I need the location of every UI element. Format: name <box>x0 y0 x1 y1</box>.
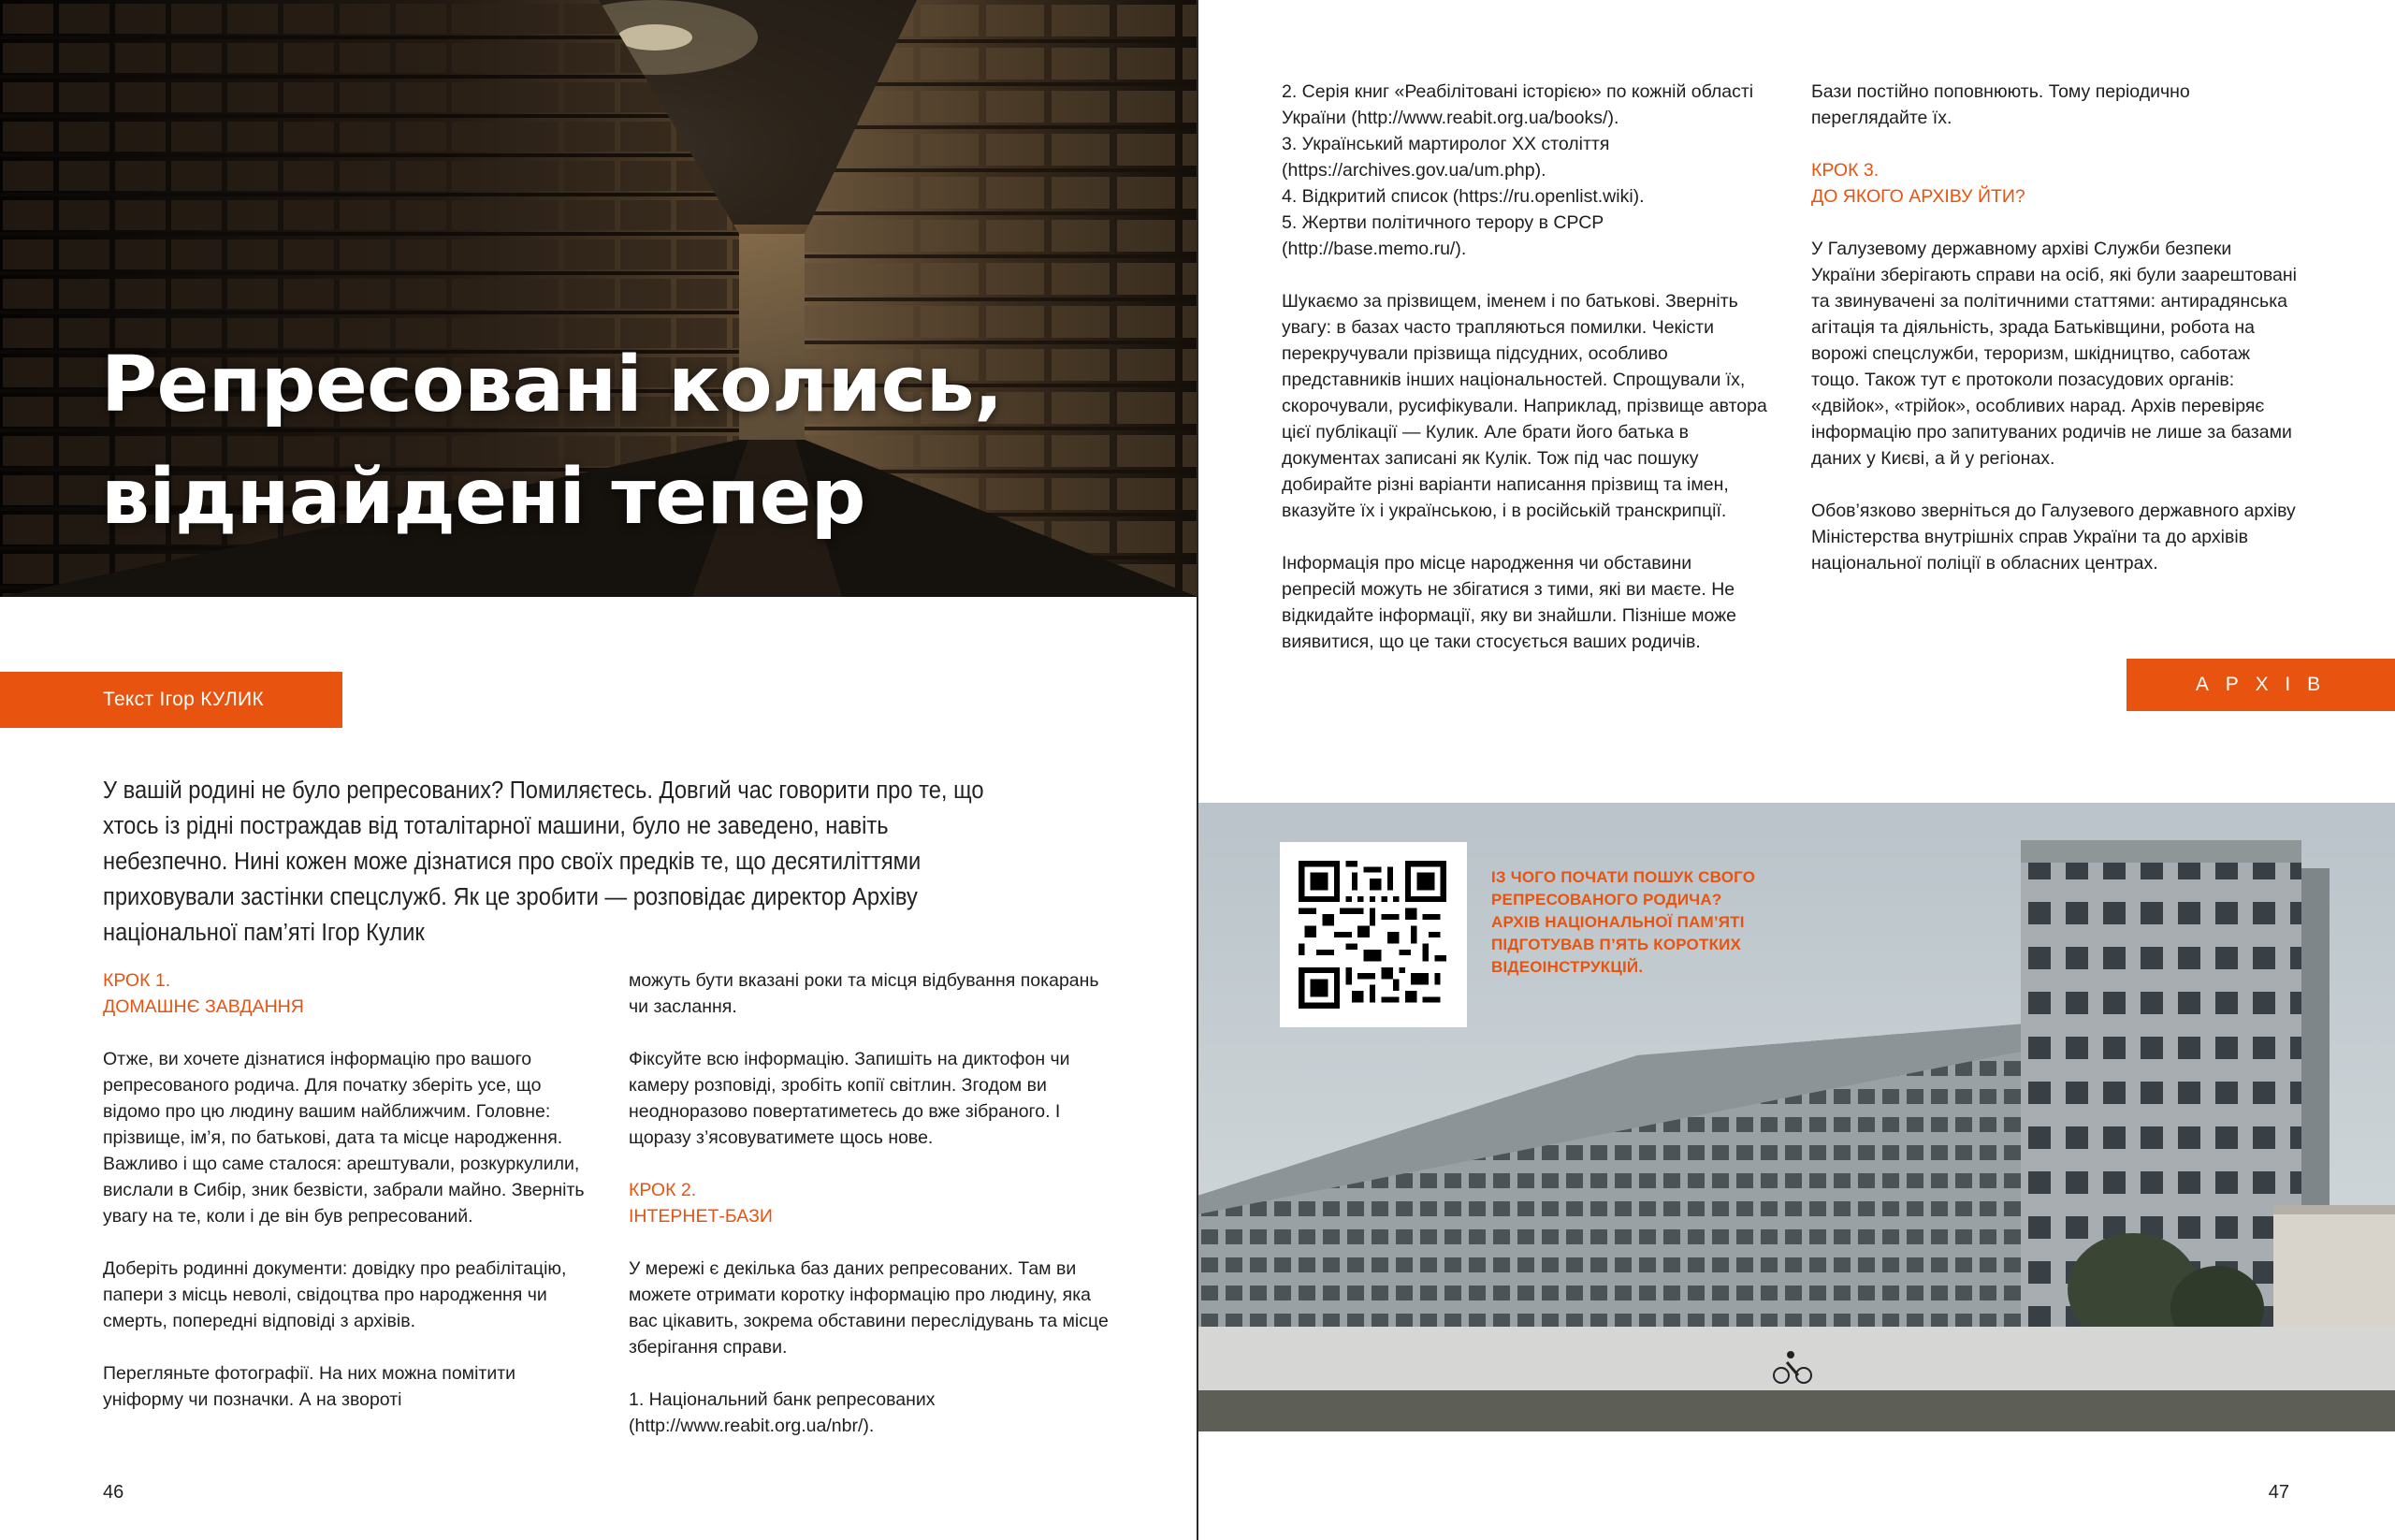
paragraph: Бази постійно поповнюють. Тому періодично переглядайте їх. <box>1811 81 2190 128</box>
paragraph: Обов’язково зверніться до Галузевого державного архіву Міністерства внутрішніх справ України та до архівів національної поліції в обласних центрах. <box>1811 501 2296 574</box>
step-2-heading: КРОК 2. ІНТЕРНЕТ-БАЗИ <box>629 1180 773 1227</box>
column-right-1 <box>1282 79 1768 681</box>
paragraph: можуть бути вказані роки та місця відбування покарань чи заслання. <box>629 970 1099 1017</box>
list-item: 3. Український мартиролог ХХ століття (https://archives.gov.ua/um.php). <box>1282 134 1610 181</box>
paragraph: Фіксуйте всю інформацію. Запишіть на диктофон чи камеру розповіді, зробіть копії світлин. Згодом ви неодноразово повертатиметесь до вже зібраного. І щоразу з’ясовуватимете щось нове. <box>629 1049 1070 1148</box>
article-lead: У вашій родині не було репресованих? Помиляєтесь. Довгий час говорити про те, що хтось із рідні постраждав від тоталітарної машини, було не заведено, навіть небезпечно. Нині кожен може дізнатися про своїх предків те, що десятиліттями приховували застінки спецслужб. Як це зробити — розповідає директор Архіву національної пам’яті Ігор Кулик <box>103 777 984 946</box>
paragraph: У мережі є декілька баз даних репресованих. Там ви можете отримати коротку інформацію про людину, яка вас цікавить, зокрема обставини переслідувань та місце зберігання справи. <box>629 1258 1109 1358</box>
title-line-2: віднайдені тепер <box>101 453 865 542</box>
author-badge: Текст Ігор КУЛИК <box>0 672 342 728</box>
qr-caption: ІЗ ЧОГО ПОЧАТИ ПОШУК СВОГО РЕПРЕСОВАНОГО РОДИЧА? АРХІВ НАЦІОНАЛЬНОЇ ПАМ’ЯТІ ПІДГОТУВАВ П’ЯТЬ КОРОТКИХ ВІДЕОІНСТРУКЦІЙ. <box>1491 868 1756 976</box>
column-left-1 <box>103 967 589 1439</box>
list-item: 2. Серія книг «Реабілітовані історією» по кожній області України (http://www.reabit.org.ua/books/). <box>1282 81 1754 128</box>
title-line-1: Репресовані колись, <box>101 341 1003 429</box>
hero-archive-photo <box>0 0 1198 597</box>
page-number-right: 47 <box>2268 1482 2289 1503</box>
spread-gutter <box>1197 0 1198 1540</box>
paragraph: Отже, ви хочете дізнатися інформацію про вашого репресованого родича. Для початку зберіть усе, що відомо про цю людину вашим найближчим. Головне: прізвище, ім’я, по батькові, дата та місце народження. Важливо і що саме сталося: арештували, розкуркулили, вислали в Сибір, зник безвісти, забрали майно. Зверніть увагу на те, коли і де він був репресований. <box>103 1049 585 1227</box>
paragraph: Перегляньте фотографії. На них можна помітити уніформу чи позначки. А на звороті <box>103 1363 516 1410</box>
page-number-left: 46 <box>103 1482 124 1503</box>
paragraph: Доберіть родинні документи: довідку про реабілітацію, папери з місць неволі, свідоцтва про народження чи смерть, попередні відповіді з архівів. <box>103 1258 567 1331</box>
list-item: 4. Відкритий список (https://ru.openlist.wiki). <box>1282 186 1645 207</box>
right-page <box>1198 0 2395 1540</box>
step-3-heading: КРОК 3. ДО ЯКОГО АРХІВУ ЙТИ? <box>1811 160 2025 207</box>
article-title <box>101 329 1168 554</box>
step-1-heading: КРОК 1. ДОМАШНЄ ЗАВДАННЯ <box>103 970 304 1017</box>
column-left-2 <box>629 967 1115 1465</box>
section-tab-archive[interactable]: А Р Х І В <box>2126 659 2395 711</box>
list-item: 5. Жертви політичного терору в СРСР (http://base.memo.ru/). <box>1282 212 1604 259</box>
archive-building-photo <box>1198 803 2395 1431</box>
qr-code-panel[interactable] <box>1280 842 1467 1027</box>
paragraph: 1. Національний банк репресованих (http://www.reabit.org.ua/nbr/). <box>629 1389 936 1436</box>
column-right-2 <box>1811 79 2298 603</box>
paragraph: Шукаємо за прізвищем, іменем і по батькові. Зверніть увагу: в базах часто трапляються помилки. Чекісти перекручували прізвища підсудних, особливо представників інших національностей. Спрощували їх, скорочували, русифікували. Наприклад, прізвище автора цієї публікації — Кулик. Але брати його батька в документах записані як Кулік. Тож під час пошуку добирайте різні варіанти написання прізвищ та імен, вказуйте їх і українською, і в російській транскрипції. <box>1282 291 1767 521</box>
paragraph: Інформація про місце народження чи обставини репресій можуть не збігатися з тими, які ви маєте. Не відкидайте інформації, яку ви знайшли. Пізніше може виявитися, що це таки стосується ваших родичів. <box>1282 553 1736 652</box>
paragraph: У Галузевому державному архіві Служби безпеки України зберігають справи на осіб, які були заарештовані та звинувачені за політичними статтями: антирадянська агітація та діяльність, зрада Батьківщини, робота на ворожі спецслужби, тероризм, шкідництво, саботаж тощо. Також тут є протоколи позасудових органів: «двійок», «трійок», особливих нарад. Архів перевіряє інформацію про запитуваних родичів не лише за базами даних у Києві, а й у регіонах. <box>1811 239 2297 469</box>
qr-code-icon[interactable] <box>1299 861 1446 1009</box>
